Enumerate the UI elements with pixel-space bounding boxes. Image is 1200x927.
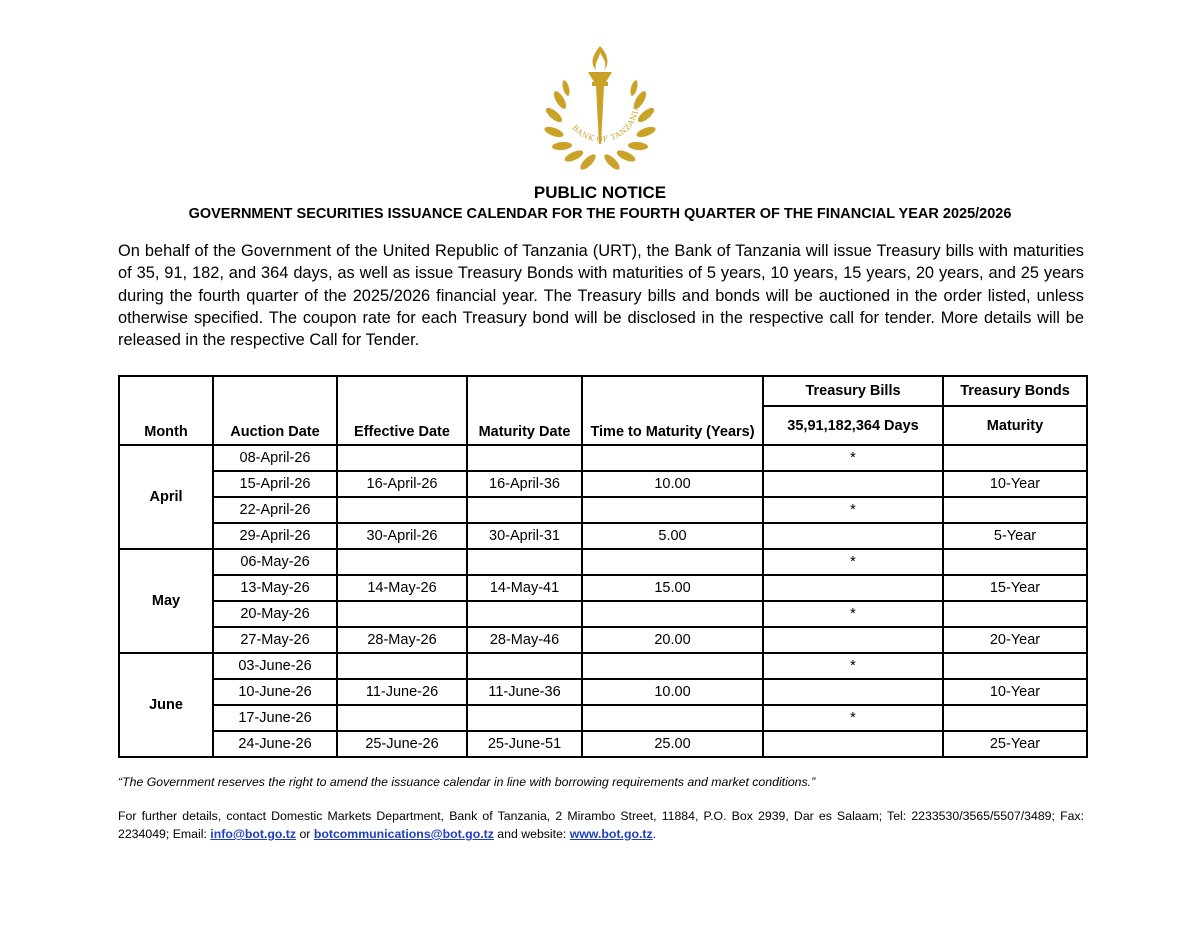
effective-date-cell [337,601,467,627]
email-link-communications[interactable]: botcommunications@bot.go.tz [313,827,494,841]
torch-wreath-emblem-icon [530,40,670,180]
effective-date-cell [337,653,467,679]
calendar-body [119,445,1087,757]
auction-date-cell: 15-April-26 [213,471,337,497]
maturity-date-cell [467,445,582,471]
treasury-bills-cell: * [763,497,943,523]
auction-date-cell: 17-June-26 [213,705,337,731]
effective-date-cell: 25-June-26 [337,731,467,757]
maturity-date-cell [467,497,582,523]
time-to-maturity-cell [582,445,763,471]
treasury-bills-cell [763,679,943,705]
effective-date-cell: 16-April-26 [337,471,467,497]
effective-date-cell: 11-June-26 [337,679,467,705]
auction-date-cell: 06-May-26 [213,549,337,575]
treasury-bills-cell [763,575,943,601]
header-time-to-maturity: Time to Maturity (Years) [582,376,763,445]
treasury-bonds-cell: 20-Year [943,627,1087,653]
maturity-date-cell: 11-June-36 [467,679,582,705]
treasury-bills-cell [763,523,943,549]
table-row [119,471,1087,497]
header-treasury-bills: Treasury Bills [763,376,943,406]
treasury-bills-cell [763,627,943,653]
contact-or: or [299,827,311,841]
maturity-date-cell: 25-June-51 [467,731,582,757]
effective-date-cell [337,705,467,731]
treasury-bonds-cell: 10-Year [943,679,1087,705]
table-row [119,731,1087,757]
treasury-bills-cell: * [763,445,943,471]
maturity-date-cell: 14-May-41 [467,575,582,601]
bank-of-tanzania-logo [530,40,670,180]
table-row [119,627,1087,653]
contact-end: . [652,827,657,841]
disclaimer-note: “The Government reserves the right to amend the issuance calendar in line with borrowing requirements and market conditions.” [118,775,816,789]
time-to-maturity-cell: 15.00 [582,575,763,601]
header-treasury-bills-days: 35,91,182,364 Days [763,406,943,445]
month-cell: June [119,653,213,757]
contact-details [118,807,1084,843]
page-subtitle: GOVERNMENT SECURITIES ISSUANCE CALENDAR FOR THE FOURTH QUARTER OF THE FINANCIAL YEAR 2025/2026 [188,206,1012,222]
table-row [119,549,1087,575]
time-to-maturity-cell [582,601,763,627]
table-row [119,445,1087,471]
effective-date-cell [337,549,467,575]
maturity-date-cell [467,601,582,627]
header-treasury-bonds: Treasury Bonds [943,376,1087,406]
email-link-info[interactable]: info@bot.go.tz [210,827,297,841]
maturity-date-cell [467,653,582,679]
table-row [119,705,1087,731]
auction-date-cell: 10-June-26 [213,679,337,705]
auction-date-cell: 08-April-26 [213,445,337,471]
auction-date-cell: 20-May-26 [213,601,337,627]
maturity-date-cell [467,549,582,575]
time-to-maturity-cell: 5.00 [582,523,763,549]
auction-date-cell: 03-June-26 [213,653,337,679]
auction-date-cell: 24-June-26 [213,731,337,757]
table-row [119,575,1087,601]
treasury-bonds-cell: 10-Year [943,471,1087,497]
treasury-bonds-cell [943,705,1087,731]
month-cell: May [119,549,213,653]
treasury-bonds-cell [943,549,1087,575]
treasury-bills-cell: * [763,653,943,679]
effective-date-cell [337,497,467,523]
header-maturity-date: Maturity Date [467,376,582,445]
treasury-bonds-cell [943,497,1087,523]
header-effective-date: Effective Date [337,376,467,445]
treasury-bills-cell [763,471,943,497]
table-row [119,497,1087,523]
auction-date-cell: 13-May-26 [213,575,337,601]
maturity-date-cell: 16-April-36 [467,471,582,497]
intro-paragraph: On behalf of the Government of the United Republic of Tanzania (URT), the Bank of Tanzania will issue Treasury bills with maturities of 35, 91, 182, and 364 days, as well as issue Treasury Bonds with maturities of 5 years, 10 years, 15 years, 20 years, and 25 years during the fourth quarter of the 2025/2026 financial year. The Treasury bills and bonds will be auctioned in the order listed, unless otherwise specified. The coupon rate for each Treasury bond will be disclosed in the respective call for tender. More details will be released in the respective Call for Tender. [118,242,1084,350]
treasury-bonds-cell [943,445,1087,471]
time-to-maturity-cell [582,497,763,523]
time-to-maturity-cell: 10.00 [582,679,763,705]
auction-date-cell: 22-April-26 [213,497,337,523]
header-auction-date: Auction Date [213,376,337,445]
table-row [119,653,1087,679]
time-to-maturity-cell [582,549,763,575]
table-row [119,601,1087,627]
effective-date-cell [337,445,467,471]
time-to-maturity-cell [582,653,763,679]
time-to-maturity-cell: 10.00 [582,471,763,497]
time-to-maturity-cell: 25.00 [582,731,763,757]
treasury-bonds-cell: 25-Year [943,731,1087,757]
issuance-calendar-table [118,375,1088,758]
website-link[interactable]: www.bot.go.tz [569,827,653,841]
auction-date-cell: 29-April-26 [213,523,337,549]
auction-date-cell: 27-May-26 [213,627,337,653]
header-treasury-bonds-maturity: Maturity [943,406,1087,445]
treasury-bills-cell: * [763,705,943,731]
treasury-bills-cell: * [763,549,943,575]
month-cell: April [119,445,213,549]
treasury-bonds-cell [943,653,1087,679]
treasury-bonds-cell [943,601,1087,627]
svg-text:BANK OF TANZANIA: BANK OF TANZANIA [570,104,641,144]
treasury-bills-cell [763,731,943,757]
effective-date-cell: 14-May-26 [337,575,467,601]
table-row [119,679,1087,705]
effective-date-cell: 30-April-26 [337,523,467,549]
maturity-date-cell: 30-April-31 [467,523,582,549]
maturity-date-cell [467,705,582,731]
page-title: PUBLIC NOTICE [533,183,667,202]
time-to-maturity-cell: 20.00 [582,627,763,653]
treasury-bonds-cell: 5-Year [943,523,1087,549]
time-to-maturity-cell [582,705,763,731]
treasury-bonds-cell: 15-Year [943,575,1087,601]
contact-text: For further details, contact Domestic Markets Department, Bank of Tanzania, 2 Mirambo Street, 11884, P.O. Box 2939, Dar es Salaam; Tel: 2233530/3565/5507/3489; Fax: 2234049; Email: [118,809,1084,841]
contact-website-label: and website: [497,827,567,841]
treasury-bills-cell: * [763,601,943,627]
effective-date-cell: 28-May-26 [337,627,467,653]
header-month: Month [119,376,213,445]
table-row [119,523,1087,549]
maturity-date-cell: 28-May-46 [467,627,582,653]
